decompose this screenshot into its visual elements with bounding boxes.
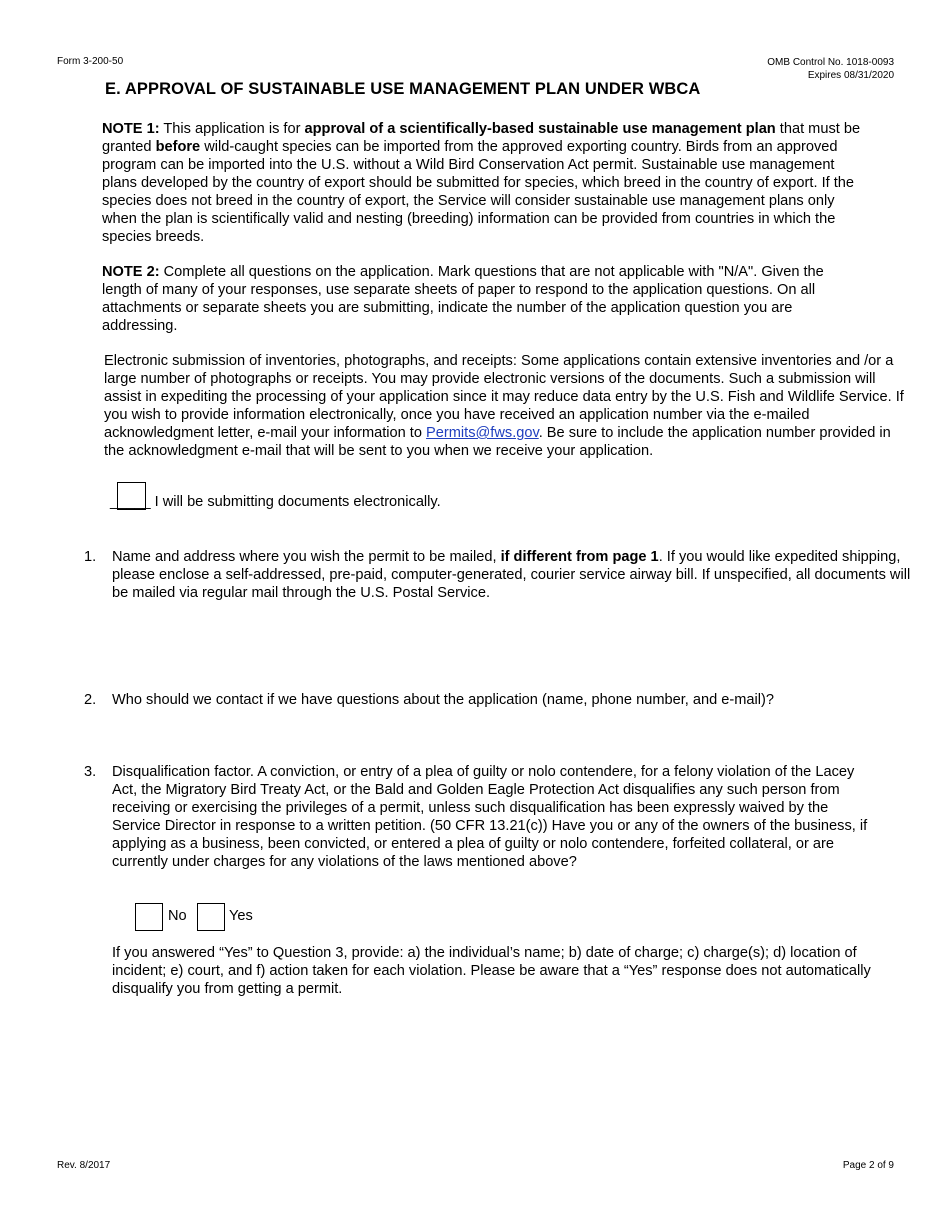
note-2-label: NOTE 2: bbox=[102, 264, 160, 280]
question-1 bbox=[112, 548, 912, 602]
electronic-submission-text: . Be sure to include the application number provided in the acknowledgment e-mail that will be sent to you when we receive your application. bbox=[104, 425, 891, 459]
note-1-emphasis: approval of a scientifically-based sustainable use management plan bbox=[304, 121, 776, 137]
note-1 bbox=[102, 120, 862, 246]
question-3-yes-label: Yes bbox=[229, 908, 253, 924]
question-3-number: 3. bbox=[84, 764, 97, 780]
note-1-text: wild-caught species can be imported from the approved exporting country. Birds from an approved program can be imported into the U.S. without a Wild Bird Conservation Act permit. Sustainable use management plans developed by the country of export should be submitted for species, which breed in the country of export. If the species does not breed in the country of export, the Service will consider sustainable use management plans only when the plan is scientifically valid and nesting (breeding) information can be provided from countries in which the species breeds. bbox=[102, 139, 855, 245]
question-2-number: 2. bbox=[84, 692, 97, 708]
question-1-emphasis: if different from page 1 bbox=[500, 549, 659, 565]
question-1-number: 1. bbox=[84, 549, 97, 565]
question-3-followup-instructions: If you answered “Yes” to Question 3, provide: a) the individual’s name; b) date of charge; c) charge(s); d) location of incident; e) court, and f) action taken for each violation. Please be aware that a “Yes” response does not automatically disqualify you from getting a permit. bbox=[112, 945, 871, 997]
note-1-text: that must be granted bbox=[102, 121, 861, 155]
electronic-submission-text: Electronic submission of inventories, photographs, and receipts: Some applications contain extensive inventories and /or a large number of photographs or receipts. You may provide electronic versions of the documents. Such a submission will assist in expediting the processing of your application since it may reduce data entry by the U.S. Fish and Wildlife Service. If you wish to provide information electronically, once you have received an application number via the e-mailed acknowledgment letter, e-mail your information to bbox=[104, 353, 904, 441]
expiration-date: Expires 08/31/2020 bbox=[807, 70, 894, 81]
note-1-emphasis: before bbox=[155, 139, 201, 155]
question-3: Disqualification factor. A conviction, or entry of a plea of guilty or nolo contendere, for a felony violation of the Lacey Act, the Migratory Bird Treaty Act, or the Bald and Golden Eagle Protection Act disqualifies any such person from receiving or exercising the privileges of a permit, unless such disqualification has been expressly waived by the Service Director in response to a written petition. (50 CFR 13.21(c)) Have you or any of the owners of the business, if applying as a business, been convicted, or entered a plea of guilty or nolo contendere, forfeited collateral, or are currently under charges for any violations of the laws mentioned above? bbox=[112, 764, 868, 870]
omb-info bbox=[767, 56, 894, 82]
electronic-submission-label: _____ I will be submitting documents electronically. bbox=[110, 494, 441, 510]
page-number: Page 2 of 9 bbox=[842, 1160, 894, 1171]
question-3-no-label: No bbox=[168, 908, 187, 924]
permits-email-link[interactable]: Permits@fws.gov bbox=[426, 425, 539, 441]
question-3-yes-checkbox[interactable] bbox=[197, 903, 225, 931]
question-3-no-checkbox[interactable] bbox=[135, 903, 163, 931]
revision-date: Rev. 8/2017 bbox=[57, 1160, 111, 1171]
note-1-label: NOTE 1: bbox=[102, 121, 160, 137]
omb-control-number: OMB Control No. 1018-0093 bbox=[767, 57, 894, 68]
form-number: Form 3-200-50 bbox=[57, 56, 124, 67]
question-1-text: . If you would like expedited shipping, please enclose a self-addressed, pre-paid, computer-generated, courier service airway bill. If unspecified, all documents will be mailed via regular mail through the U.S. Postal Service. bbox=[112, 549, 911, 601]
note-2 bbox=[102, 263, 862, 335]
note-1-text: This application is for bbox=[159, 121, 305, 137]
note-2-text: Complete all questions on the application. Mark questions that are not applicable with "N/A". Given the length of many of your responses, use separate sheets of paper to respond to the application questions. On all attachments or separate sheets you are submitting, indicate the number of the application question you are addressing. bbox=[102, 264, 824, 334]
section-title: E. APPROVAL OF SUSTAINABLE USE MANAGEMENT PLAN UNDER WBCA bbox=[105, 80, 701, 98]
question-1-text: Name and address where you wish the permit to be mailed, bbox=[112, 549, 501, 565]
electronic-submission-notice bbox=[104, 352, 904, 460]
question-2: Who should we contact if we have questions about the application (name, phone number, and e-mail)? bbox=[112, 692, 774, 708]
